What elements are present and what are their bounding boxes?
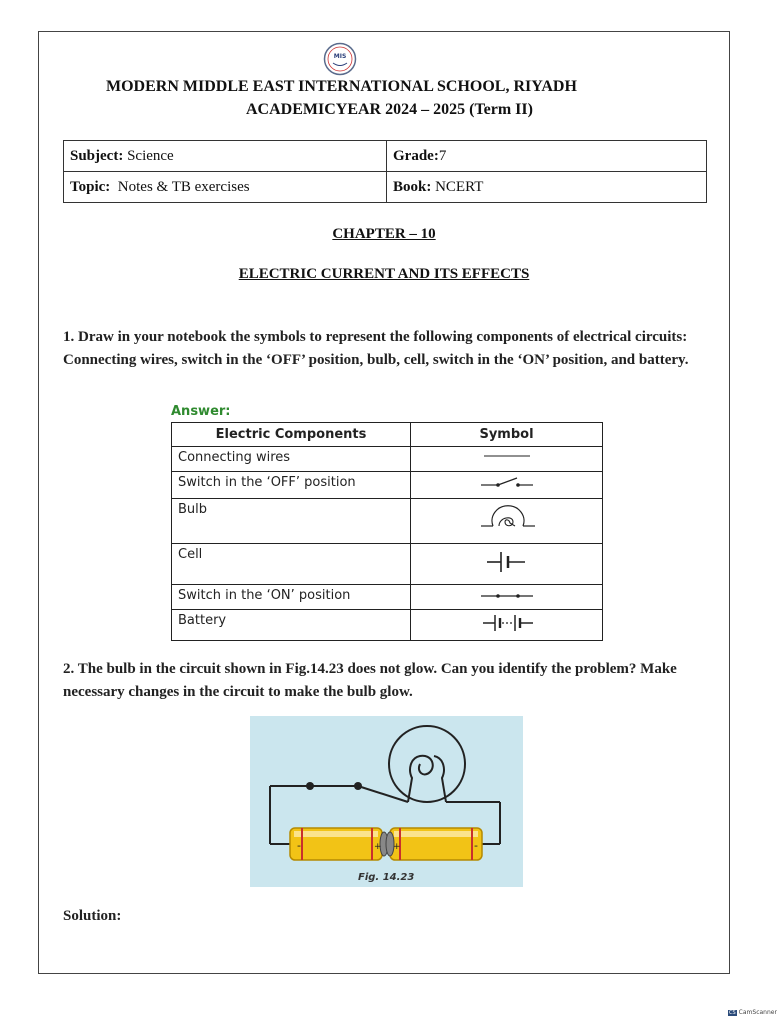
school-name: MODERN MIDDLE EAST INTERNATIONAL SCHOOL, RIYADH [106, 78, 577, 95]
table-row: Switch in the ‘OFF’ position [172, 472, 603, 499]
book-cell: Book: NCERT [387, 172, 707, 203]
cell-right-plus: + [393, 842, 401, 852]
cell-left-minus: - [297, 839, 301, 852]
switch-on-symbol-icon [447, 585, 567, 605]
chapter-number: CHAPTER – 10 [332, 226, 436, 242]
table-row: Switch in the ‘ON’ position [172, 585, 603, 610]
academic-year: ACADEMICYEAR 2024 – 2025 (Term II) [246, 101, 533, 118]
subject-value: Science [127, 147, 174, 164]
book-value: NCERT [435, 178, 484, 195]
topic-value: Notes & TB exercises [117, 178, 250, 195]
scanner-logo: CS [729, 1010, 736, 1016]
circuit-figure [250, 716, 523, 887]
battery-symbol-icon [447, 610, 567, 636]
chapter-title: ELECTRIC CURRENT AND ITS EFFECTS [238, 266, 530, 282]
info-table [63, 140, 707, 203]
subject-cell: Subject: Science [64, 141, 387, 172]
solution-label: Solution: [63, 908, 122, 924]
grade-cell: Grade:7 [387, 141, 707, 172]
table-row: Connecting wires [172, 447, 603, 472]
table-row: Bulb [172, 499, 603, 544]
wire-symbol-icon [447, 447, 567, 467]
logo-text: MIS [333, 53, 347, 60]
scanner-watermark [728, 1009, 777, 1016]
header-components: Electric Components [172, 423, 411, 447]
question-1: 1. Draw in your notebook the symbols to represent the following components of electrical circuits: Connecting wires, switch in the ‘OFF’ position, bulb, cell, switch in the ‘ON’ position, and battery. [63, 329, 689, 368]
bulb-symbol-icon [447, 499, 567, 539]
answer-label: Answer: [171, 404, 231, 419]
components-table [171, 422, 603, 641]
switch-off-symbol-icon [447, 472, 567, 494]
school-logo [323, 42, 357, 76]
circuit-diagram [250, 716, 523, 887]
scanner-text: CamScanner [738, 1009, 777, 1016]
table-row: Cell [172, 544, 603, 585]
figure-caption: Fig. 14.23 [358, 872, 415, 883]
cell-right-minus: - [474, 839, 478, 852]
cell-symbol-icon [447, 544, 567, 580]
grade-value: 7 [438, 147, 447, 164]
cell-left-plus: + [374, 842, 382, 852]
header-symbol: Symbol [411, 423, 603, 447]
table-row: Battery [172, 610, 603, 641]
question-2: 2. The bulb in the circuit shown in Fig.14.23 does not glow. Can you identify the problem? Make necessary changes in the circuit to make the bulb glow. [63, 661, 677, 700]
topic-cell: Topic: Notes & TB exercises [64, 172, 387, 203]
